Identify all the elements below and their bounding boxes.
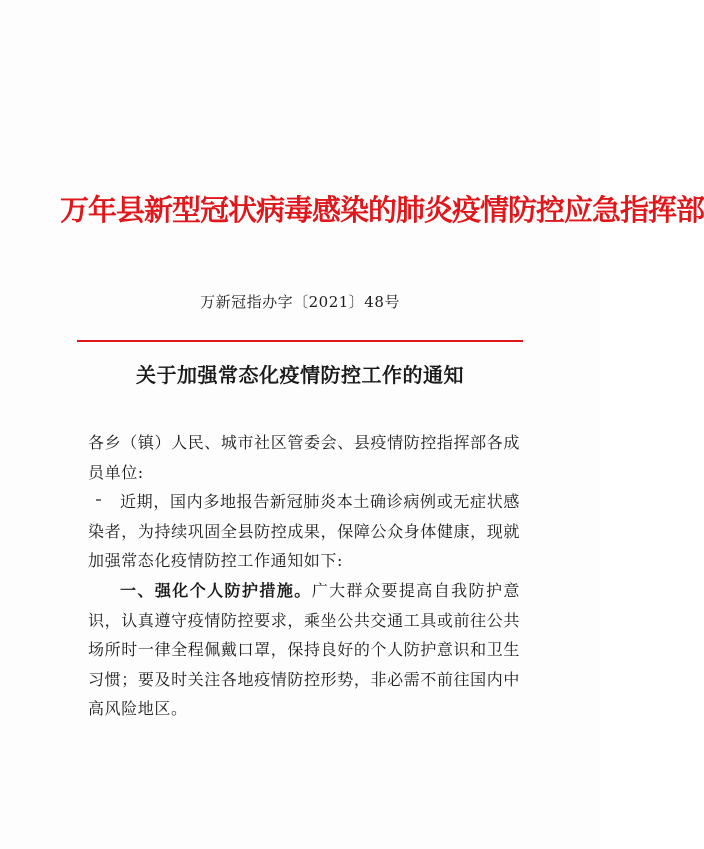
document-number: 万新冠指办字〔2021〕48号 xyxy=(200,293,400,311)
red-divider-line xyxy=(77,340,523,342)
notice-title: 关于加强常态化疫情防控工作的通知 xyxy=(136,363,464,387)
issuer-heading: 万年县新型冠状病毒感染的肺炎疫情防控应急指挥部 xyxy=(60,193,704,227)
intro-paragraph: 近期，国内多地报告新冠肺炎本土确诊病例或无症状感染者，为持续巩固全县防控成果，保障公众身体健康，现就加强常态化疫情防控工作通知如下: xyxy=(88,492,520,571)
section-1-text: 广大群众要提高自我防护意识，认真遵守疫情防控要求，乘坐公共交通工具或前往公共场所时一律全程佩戴口罩，保持良好的个人防护意识和卫生习惯；要及时关注各地疫情防控形势，非必需不前往国内中高风险地区。 xyxy=(88,580,520,719)
notice-body xyxy=(88,428,520,724)
salutation: 各乡（镇）人民、城市社区管委会、县疫情防控指挥部各成员单位: xyxy=(88,433,520,482)
section-1-heading: 一、强化个人防护措施。 xyxy=(120,580,312,600)
section-1-paragraph xyxy=(88,576,520,724)
